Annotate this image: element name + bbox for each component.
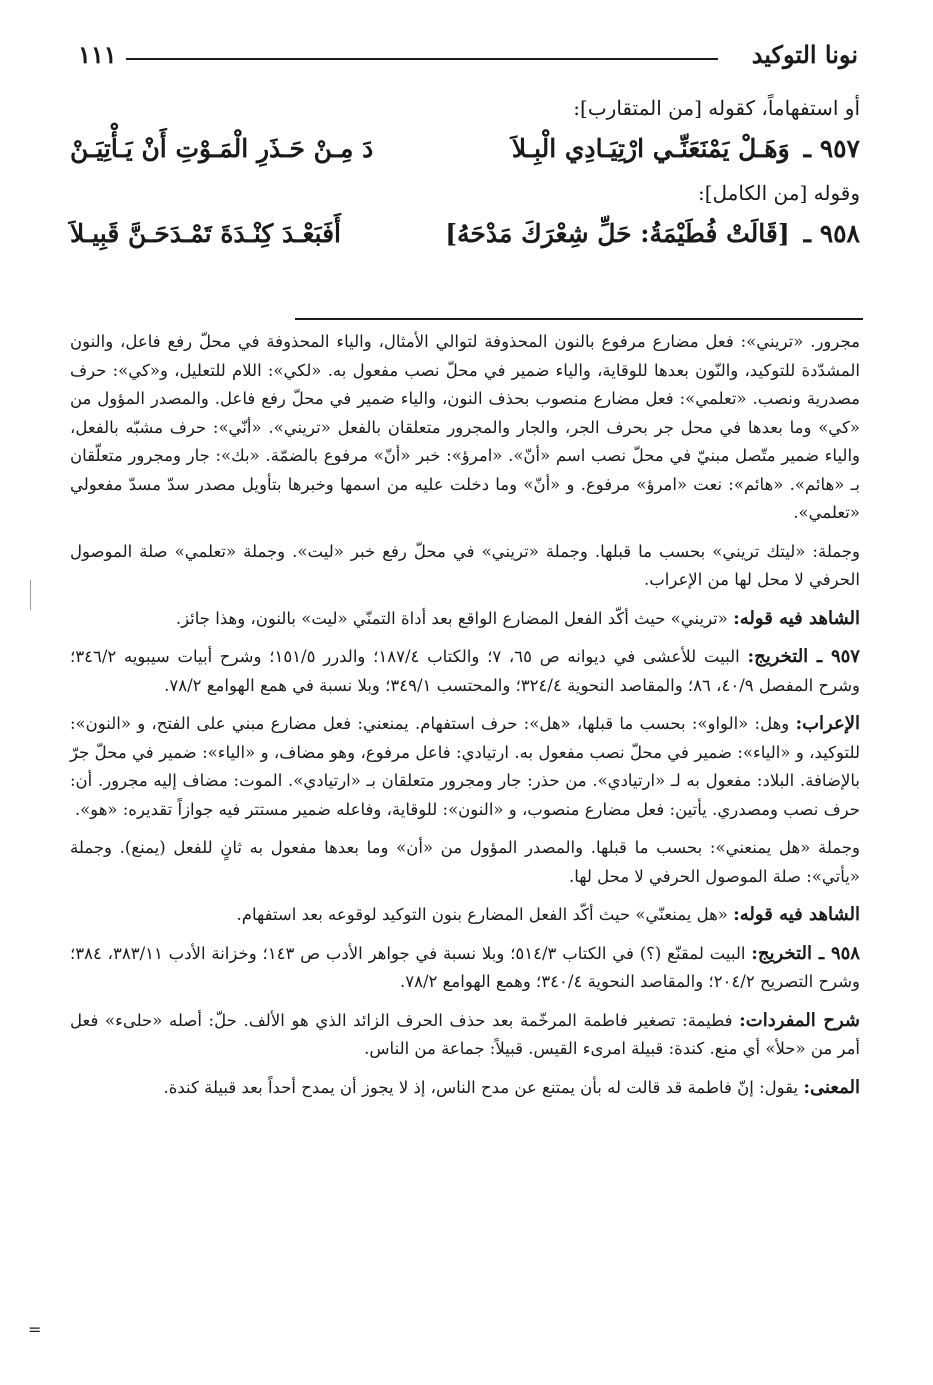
verse-intro-957: أو استفهاماً، كقوله [من المتقارب]:	[573, 96, 860, 120]
page-number: ١١١	[78, 40, 117, 69]
note-text: البيت للأعشى في ديوانه ص ٦٥، ٧؛ والكتاب ١٨٧/٤؛ والدرر ١٥١/٥؛ وشرح أبيات سيبويه ٣٤٦/٢؛ وشرح المفصل ٤٠/٩، ٨٦؛ والمقاصد النحوية ٣٢٤/٤؛ والمحتسب ٣٤٩/١؛ وبلا نسبة في همع الهوامع ٧٨/٢.	[70, 647, 860, 695]
verse-hemistich-second: أَفَبَعْـدَ كِنْـدَةَ تَمْـدَحَـنَّ قَبِيـلاَ	[69, 219, 341, 248]
verse-intro-958: وقوله [من الكامل]:	[697, 181, 860, 205]
note-label: الشاهد فيه قوله:	[733, 607, 860, 629]
page-header	[78, 40, 858, 80]
note-text: يقول: إنّ فاطمة قد قالت له بأن يمتنع عن مدح الناس، إذ لا يجوز أن يمدح أحداً بعد قبيلة كندة.	[163, 1077, 799, 1097]
note-paragraph: مجرور. «تريني»: فعل مضارع مرفوع بالنون المحذوفة لتوالي الأمثال، والياء المحذوفة في محلّ رفع فاعل، والنون المشدّدة للتوكيد، والنّون بعدها للوقاية، والياء ضمير في محلّ نصب مفعول به. «لكي»: اللام للتعليل، و«كي»: حرف مصدرية ونصب. «تعلمي»: فعل مضارع منصوب بحذف النون، والياء ضمير في محلّ رفع فاعل. والمصدر المؤول من «كي» وما بعدها في محل جر بحرف الجر، والجار والمجرور متعلقان بالفعل «تريني». «أنّي»: حرف مشبّه بالفعل، والياء ضمير متّصل مبنيّ في محلّ نصب اسم «أنّ». «امرؤ»: خبر «أنّ» مرفوع بالضمّة. «بك»: جار ومجرور متعلّقان بـ «هائم». «هائم»: نعت «امرؤ» مرفوع. و «أنّ» وما دخلت عليه من اسمها وخبرها بتأويل مصدر سدّ مسدّ مفعولي «تعلمي».	[70, 332, 860, 522]
note-text: «تريني» حيث أكّد الفعل المضارع الواقع بعد أداة التمنّي «ليت» بالنون، وهذا جائز.	[175, 608, 728, 628]
verse-hemistich-second: دَ مِـنْ حَـذَرِ الْمَـوْتِ أَنْ يَـأْتِيَـنْ	[69, 134, 374, 163]
verse-number: ٩٥٧ ـ	[803, 134, 860, 163]
note-text: وهل: «الواو»: بحسب ما قبلها، «هل»: حرف استفهام. يمنعني: فعل مضارع مبني على الفتح، و «النون»: للتوكيد، و «الياء»: ضمير في محلّ نصب مفعول به. ارتيادي: فاعل مرفوع، وهو مضاف، و «الياء»: ضمير في محلّ جرّ بالإضافة. البلاد: مفعول به لـ «ارتيادي». من حذر: جار ومجرور متعلقان بـ «ارتيادي». الموت: مضاف إليه مجرور. أن: حرف نصب ومصدري. يأتين: فعل مضارع منصوب، و «النون»: للوقاية، وفاعله ضمير مستتر فيه جوازاً تقديره: «هو».	[70, 714, 860, 819]
note-paragraph	[70, 940, 860, 997]
note-text: فطيمة: تصغير فاطمة المرخّمة بعد حذف الحرف الزائد الذي هو الألف. حلّ: أصله «حلىء» فعل أمر من «حلأ» أي منع. كندة: قبيلة امرىء القيس. قبيلاً: جماعة من الناس.	[70, 1010, 860, 1058]
verse-hemistich-first: وَهَـلْ يَمْنَعَنِّـي ارْتِيَـادِي الْبِـلاَ	[511, 134, 790, 163]
note-text: البيت لمقنّع (؟) في الكتاب ٥١٤/٣؛ وبلا نسبة في جواهر الأدب ص ١٤٣؛ وخزانة الأدب ٣٨٣/١١، ٣٨٤؛ وشرح التصريح ٢٠٤/٢؛ والمقاصد النحوية ٣٤٠/٤؛ وهمع الهوامع ٧٨/٢.	[70, 943, 860, 991]
verse-hemistich-first: [قَالَتْ فُطَيْمَةُ: حَلِّ شِعْرَكَ مَدْحَهُ]	[445, 219, 790, 248]
note-label: ٩٥٨ ـ التخريج:	[751, 942, 860, 964]
note-paragraph: وجملة: «ليتك تريني» بحسب ما قبلها. وجملة «تريني» في محلّ رفع خبر «ليت». وجملة «تعلمي» صلة الموصول الحرفي لا محل لها من الإعراب.	[70, 541, 860, 589]
note-paragraph	[70, 643, 860, 700]
margin-mark: =	[28, 1320, 42, 1339]
note-label: الإعراب:	[795, 713, 860, 734]
footnote-separator	[295, 318, 863, 320]
header-rule	[126, 58, 718, 60]
note-paragraph	[70, 710, 860, 824]
note-text: «هل يمنعنّي» حيث أكّد الفعل المضارع بنون التوكيد لوقوعه بعد استفهام.	[236, 905, 728, 924]
footnotes	[70, 328, 860, 1112]
verse-957	[70, 134, 860, 163]
verse-958	[70, 219, 860, 248]
verse-number: ٩٥٨ ـ	[803, 219, 860, 248]
note-label: ٩٥٧ ـ التخريج:	[747, 646, 860, 667]
note-paragraph	[70, 901, 860, 930]
margin-tick	[30, 580, 31, 610]
note-paragraph: وجملة «هل يمنعني»: بحسب ما قبلها. والمصدر المؤول من «أن» وما بعدها مفعول به ثانٍ للفعل (يمنع). وجملة «يأتي»: صلة الموصول الحرفي لا محل لها.	[70, 838, 860, 886]
note-paragraph	[70, 605, 860, 634]
note-label: شرح المفردات:	[739, 1009, 860, 1031]
note-paragraph	[70, 1074, 860, 1103]
running-title: نونا التوكيد	[751, 40, 858, 69]
verse-section	[70, 96, 860, 266]
note-label: المعنى:	[803, 1076, 860, 1098]
note-paragraph	[70, 1007, 860, 1064]
note-label: الشاهد فيه قوله:	[733, 904, 860, 925]
